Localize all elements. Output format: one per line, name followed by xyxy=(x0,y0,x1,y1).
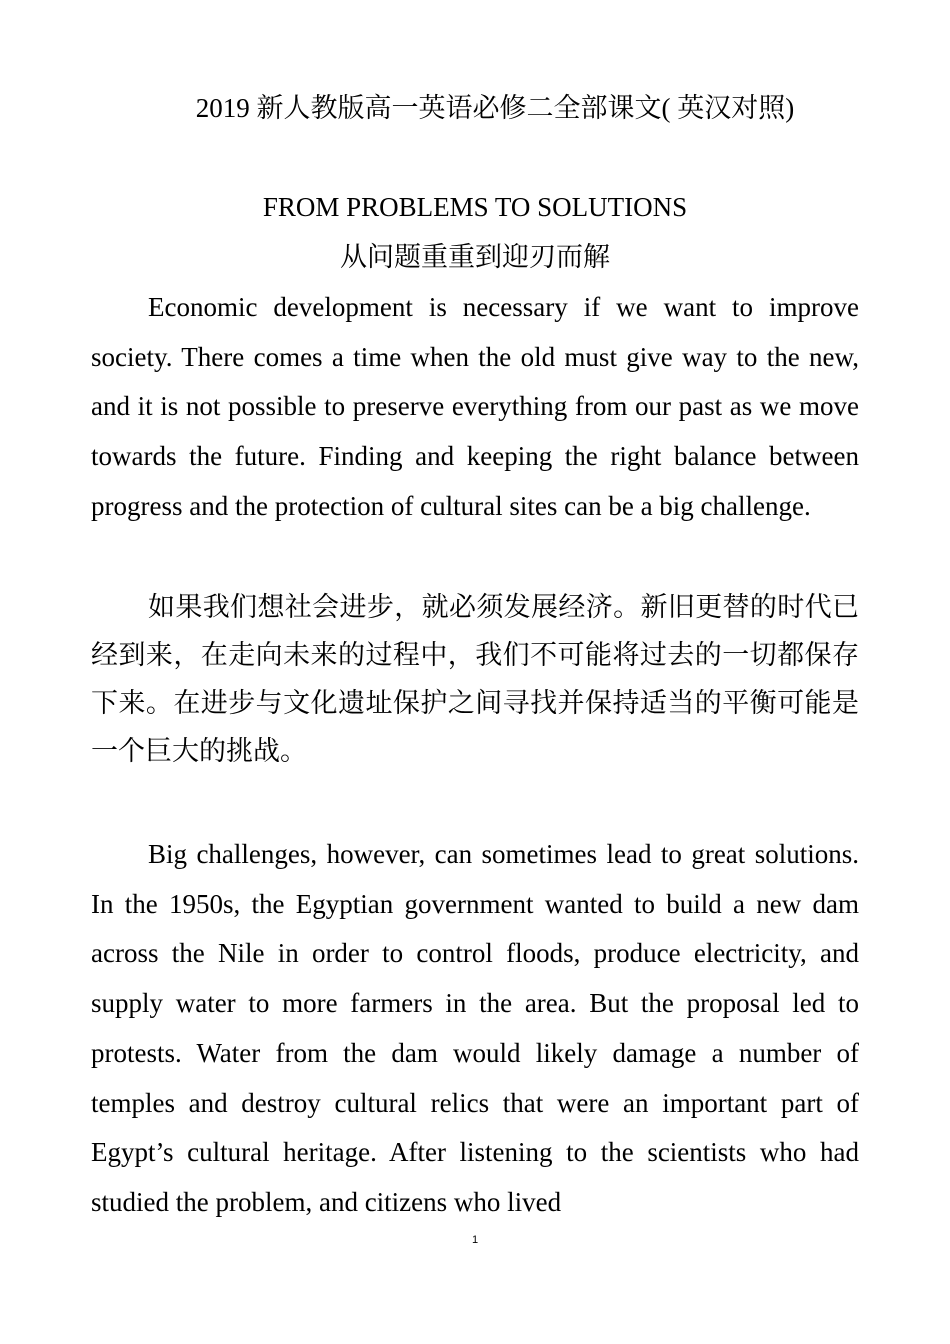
paragraph-chinese-1: 如果我们想社会进步，就必须发展经济。新旧更替的时代已经到来，在走向未来的过程中，我们不可能将过去的一切都保存下来。在进步与文化遗址保护之间寻找并保持适当的平衡可能是一个巨大的挑战。 xyxy=(91,592,859,766)
lesson-title-english: FROM PROBLEMS TO SOLUTIONS xyxy=(262,192,688,222)
document-title: 2019 新人教版高一英语必修二全部课文( 英汉对照) xyxy=(195,93,795,123)
paragraph-english-1: Economic development is necessary if we want to improve society. There comes a time when the old must give way to the new, and it is not possible to preserve everything from our past as we move towards the future. Finding and keeping the right balance between progress and the protection of cultural sites can be a big challenge. xyxy=(91,292,859,521)
paragraph-english-2: Big challenges, however, can sometimes lead to great solutions. In the 1950s, the Egyptian government wanted to build a new dam across the Nile in order to control floods, produce electricity, and supply water to more farmers in the area. But the proposal led to protests. Water from the dam would likely damage a number of temples and destroy cultural relics that were an important part of Egypt’s cultural heritage. After listening to the scientists who had studied the problem, and citizens who lived xyxy=(91,839,859,1217)
lesson-title-chinese: 从问题重重到迎刃而解 xyxy=(340,242,610,272)
page-number: 1 xyxy=(471,1234,479,1246)
